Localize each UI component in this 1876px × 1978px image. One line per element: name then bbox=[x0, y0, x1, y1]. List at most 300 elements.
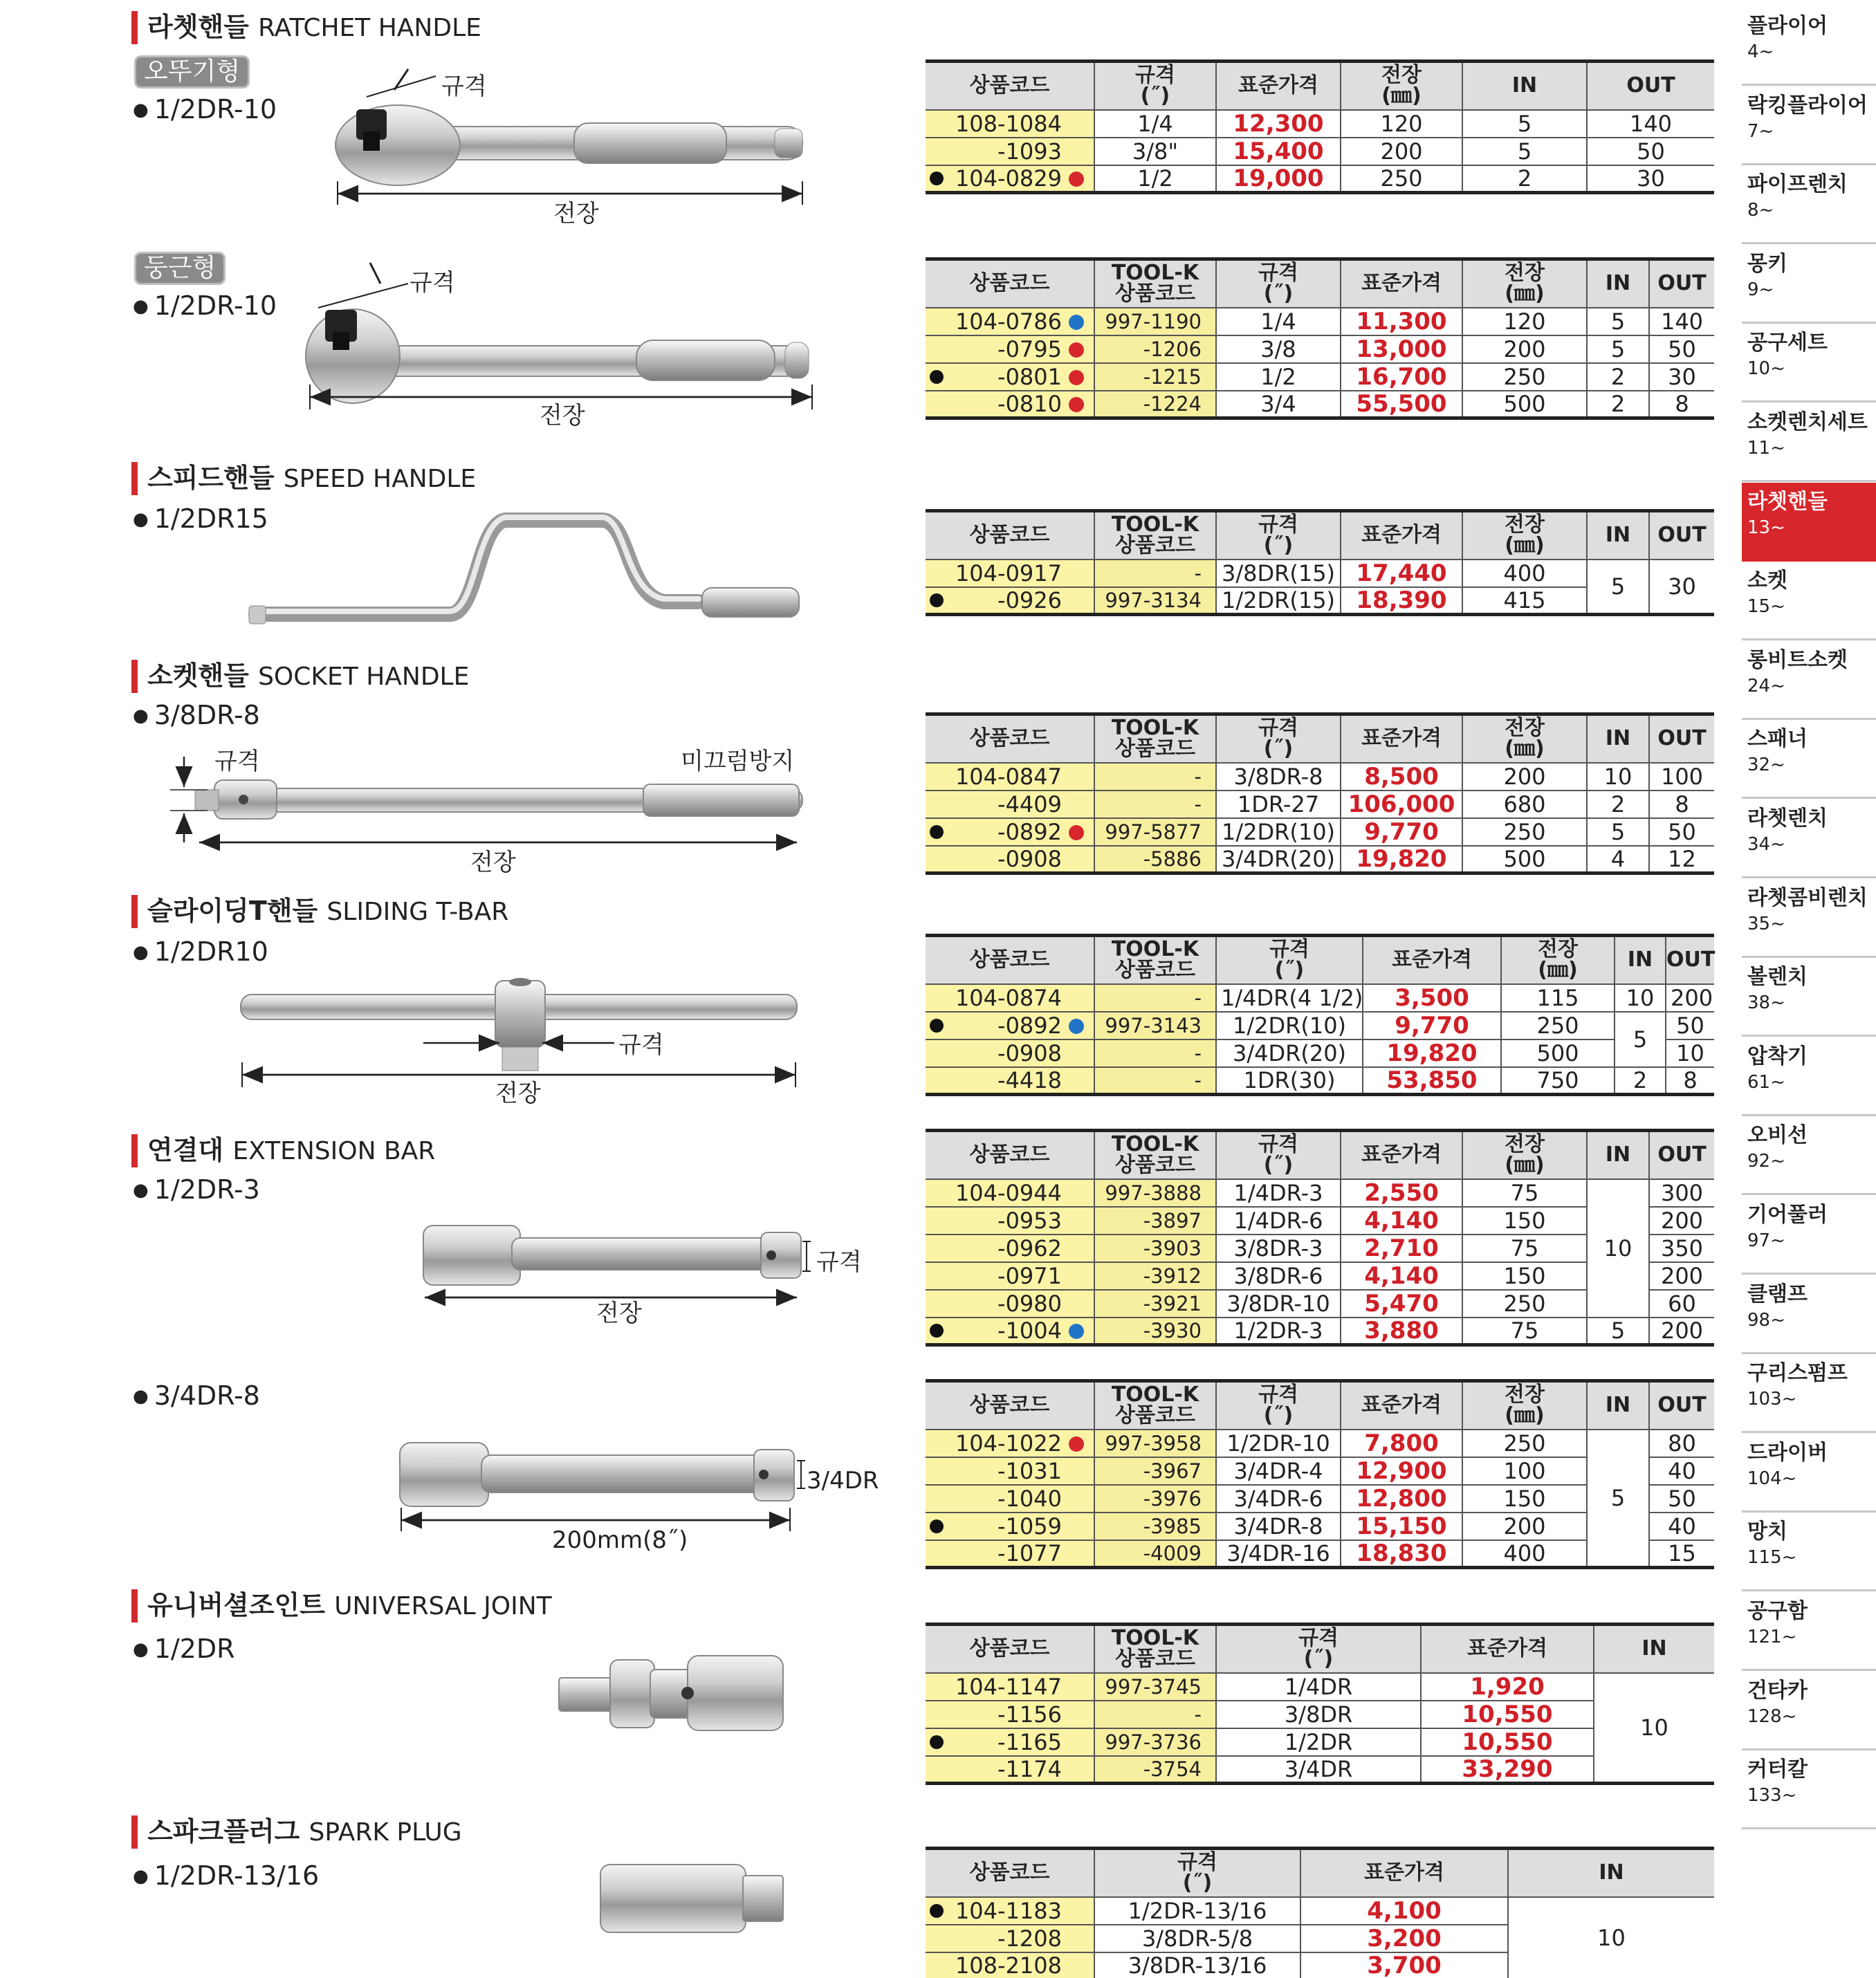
header-toolk-line1: TOOL-K bbox=[1111, 1383, 1199, 1407]
sidebar-category-name: 락킹플라이어 bbox=[1747, 93, 1868, 118]
sidebar-category-name: 구리스펌프 bbox=[1747, 1361, 1848, 1386]
product-code: -4418 bbox=[997, 1066, 1062, 1093]
header-size-line2: (˝) bbox=[1303, 1647, 1334, 1672]
cell-size: 3/4DR(20) bbox=[1216, 846, 1341, 874]
cell-size: 3/8DR-13/16 bbox=[1094, 1952, 1300, 1978]
cell-toolk-code: 997-3736 bbox=[1094, 1728, 1216, 1756]
cell-toolk-code: 997-5877 bbox=[1094, 818, 1216, 846]
tool-illustrations bbox=[0, 0, 920, 1978]
sidebar-category-page: 9~ bbox=[1747, 279, 1774, 300]
table-row bbox=[926, 165, 1714, 193]
spec-label: ● 1/2DR15 bbox=[133, 503, 268, 534]
size-label: 규격 bbox=[441, 73, 487, 100]
cell-price: 12,300 bbox=[1216, 110, 1341, 138]
table-row bbox=[926, 308, 1714, 335]
header-size bbox=[1216, 1381, 1341, 1430]
header-toolk-line1: TOOL-K bbox=[1111, 512, 1199, 537]
header-code: 상품코드 bbox=[926, 259, 1094, 308]
sidebar-category-name: 라쳇핸들 bbox=[1747, 489, 1828, 514]
sidebar-category-item[interactable] bbox=[1742, 1750, 1876, 1829]
cell-size: 3/8" bbox=[1094, 138, 1216, 165]
sidebar-category-page: 13~ bbox=[1747, 517, 1785, 538]
cell-price: 19,820 bbox=[1363, 1039, 1501, 1067]
product-code: -0953 bbox=[997, 1207, 1062, 1234]
header-out: OUT bbox=[1649, 1381, 1714, 1430]
table-row bbox=[926, 1897, 1714, 1925]
cell-out: 140 bbox=[1649, 308, 1714, 335]
product-table-extension-bar-large bbox=[926, 1379, 1714, 1569]
sidebar-category-page: 92~ bbox=[1747, 1151, 1785, 1172]
table-row bbox=[926, 791, 1714, 818]
sidebar-category-page: 15~ bbox=[1747, 596, 1785, 618]
cell-price: 4,140 bbox=[1341, 1262, 1462, 1290]
header-toolk bbox=[1094, 511, 1216, 560]
product-code: 104-0847 bbox=[955, 763, 1062, 790]
sidebar-category-name: 라쳇렌치 bbox=[1747, 806, 1828, 831]
cell-toolk-code: -1206 bbox=[1094, 335, 1216, 363]
cell-toolk-code: 997-3745 bbox=[1094, 1673, 1216, 1701]
cell-toolk-code: -3897 bbox=[1094, 1207, 1216, 1235]
sidebar-category-item[interactable] bbox=[1742, 720, 1876, 799]
cell-code bbox=[926, 165, 1094, 193]
cell-code bbox=[926, 1540, 1094, 1568]
header-size-line1: 규격 bbox=[1258, 1383, 1298, 1407]
socket-handle-image bbox=[195, 780, 802, 819]
cell-size: 3/4 bbox=[1216, 391, 1341, 418]
cell-size: 1/2DR bbox=[1216, 1728, 1421, 1756]
sidebar-category-item[interactable] bbox=[1742, 1116, 1876, 1195]
cell-in: 5 bbox=[1462, 110, 1587, 138]
sidebar-category-item[interactable] bbox=[1742, 1672, 1876, 1750]
sidebar-category-item[interactable] bbox=[1742, 1196, 1876, 1275]
sidebar-category-item[interactable] bbox=[1742, 562, 1876, 640]
sidebar-category-page: 10~ bbox=[1747, 358, 1785, 380]
cell-price: 9,770 bbox=[1363, 1012, 1501, 1039]
header-price: 표준가격 bbox=[1300, 1849, 1508, 1897]
cell-code bbox=[926, 791, 1094, 818]
table-row bbox=[926, 818, 1714, 846]
sidebar-category-item[interactable] bbox=[1742, 165, 1876, 244]
cell-len: 200 bbox=[1462, 1513, 1587, 1540]
cell-len: 250 bbox=[1462, 818, 1587, 846]
sidebar-category-name: 볼렌치 bbox=[1747, 965, 1808, 990]
product-code: 104-0786 bbox=[955, 308, 1062, 335]
header-length-line1: 전장 bbox=[1505, 1132, 1545, 1157]
cell-price: 2,710 bbox=[1341, 1235, 1462, 1262]
sidebar-category-item[interactable] bbox=[1742, 1037, 1876, 1116]
cell-code bbox=[926, 1262, 1094, 1290]
header-size bbox=[1216, 936, 1363, 984]
speed-handle-image bbox=[249, 517, 799, 624]
cell-len: 200 bbox=[1341, 138, 1462, 165]
header-size-line1: 규격 bbox=[1135, 63, 1175, 88]
cell-len: 120 bbox=[1462, 308, 1587, 335]
header-price: 표준가격 bbox=[1216, 62, 1341, 110]
sidebar-category-item[interactable] bbox=[1742, 1513, 1876, 1591]
section-title-en: RATCHET HANDLE bbox=[258, 14, 481, 42]
cell-code bbox=[926, 1701, 1094, 1728]
sidebar-category-page: 98~ bbox=[1747, 1309, 1785, 1331]
recommended-bullet-icon bbox=[930, 1904, 944, 1918]
cell-out: 300 bbox=[1649, 1179, 1714, 1207]
header-length-line2: (㎜) bbox=[1505, 533, 1545, 558]
sidebar-category-page: 35~ bbox=[1747, 913, 1785, 934]
cell-len: 75 bbox=[1462, 1235, 1587, 1262]
header-length bbox=[1462, 1131, 1587, 1179]
header-price: 표준가격 bbox=[1341, 1381, 1462, 1430]
cell-len: 400 bbox=[1462, 560, 1587, 587]
sliding-tbar-image bbox=[241, 978, 797, 1071]
header-in: IN bbox=[1594, 1625, 1714, 1673]
header-size-line2: (˝) bbox=[1263, 1153, 1294, 1178]
cell-out: 50 bbox=[1649, 818, 1714, 846]
product-code: -0908 bbox=[997, 1039, 1062, 1066]
cell-out: 200 bbox=[1666, 984, 1714, 1012]
header-code: 상품코드 bbox=[926, 1625, 1094, 1673]
header-code: 상품코드 bbox=[926, 1131, 1094, 1179]
cell-toolk-code: -1215 bbox=[1094, 363, 1216, 391]
extension-bar-image bbox=[423, 1226, 801, 1285]
header-price: 표준가격 bbox=[1341, 259, 1462, 308]
product-table-ratchet-round bbox=[926, 257, 1714, 420]
header-code: 상품코드 bbox=[926, 714, 1094, 763]
sidebar-category-item[interactable] bbox=[1742, 1434, 1876, 1513]
section-title-ko: 라쳇핸들 bbox=[147, 12, 249, 42]
header-toolk-line2: 상품코드 bbox=[1115, 958, 1195, 983]
recommended-bullet-icon bbox=[930, 172, 944, 185]
header-size-line1: 규격 bbox=[1258, 512, 1298, 537]
cell-code bbox=[926, 1673, 1094, 1701]
product-code: 108-1084 bbox=[955, 110, 1062, 137]
sidebar-category-item[interactable] bbox=[1742, 1275, 1876, 1354]
cell-len: 500 bbox=[1462, 391, 1587, 418]
blue-dot-icon bbox=[1069, 315, 1084, 330]
sidebar-category-name: 건타카 bbox=[1747, 1678, 1808, 1703]
header-length bbox=[1462, 714, 1587, 763]
section-title-ko: 연결대 bbox=[147, 1135, 224, 1165]
size-label: 규격 bbox=[618, 1031, 664, 1059]
header-toolk bbox=[1094, 259, 1216, 308]
recommended-bullet-icon bbox=[930, 593, 944, 607]
cell-toolk-code: - bbox=[1094, 984, 1216, 1012]
table-row bbox=[926, 138, 1714, 165]
sidebar-category-page: 104~ bbox=[1747, 1468, 1797, 1489]
cell-toolk-code: -3985 bbox=[1094, 1513, 1216, 1540]
table-row bbox=[926, 1012, 1714, 1039]
cell-code bbox=[926, 1207, 1094, 1235]
spec-label: ● 3/8DR-8 bbox=[133, 700, 260, 730]
header-size-line2: (˝) bbox=[1263, 1403, 1294, 1428]
extension-bar-large-image bbox=[400, 1443, 794, 1506]
cell-out: 8 bbox=[1649, 391, 1714, 418]
cell-len: 200 bbox=[1462, 763, 1587, 791]
recommended-bullet-icon bbox=[930, 1735, 944, 1749]
red-dot-icon bbox=[1069, 397, 1084, 412]
cell-price: 33,290 bbox=[1421, 1756, 1594, 1784]
sidebar-category-item[interactable] bbox=[1742, 483, 1876, 562]
header-size bbox=[1216, 511, 1341, 560]
sidebar-category-name: 스패너 bbox=[1747, 727, 1808, 752]
header-size-line2: (˝) bbox=[1263, 533, 1294, 558]
sidebar-category-name: 플라이어 bbox=[1747, 14, 1828, 38]
sidebar-category-name: 클램프 bbox=[1747, 1282, 1808, 1306]
cell-price: 9,770 bbox=[1341, 818, 1462, 846]
cell-code bbox=[926, 1952, 1094, 1978]
header-out: OUT bbox=[1649, 259, 1714, 308]
type-badge-oval: 오뚜기형 bbox=[134, 55, 250, 89]
sidebar-category-name: 롱비트소켓 bbox=[1747, 647, 1848, 672]
table-header-row bbox=[926, 511, 1714, 560]
cell-size: 1/2 bbox=[1216, 363, 1341, 391]
cell-toolk-code: -1224 bbox=[1094, 391, 1216, 418]
product-table-ratchet-oval bbox=[926, 59, 1714, 194]
header-length-line1: 전장 bbox=[1538, 937, 1578, 962]
section-title-ko: 스피드핸들 bbox=[147, 463, 275, 493]
cell-out: 40 bbox=[1649, 1513, 1714, 1540]
cell-in: 5 bbox=[1587, 1430, 1649, 1568]
size-label: 규격 bbox=[214, 748, 260, 775]
sidebar-category-item[interactable] bbox=[1742, 1354, 1876, 1433]
cell-in: 2 bbox=[1462, 165, 1587, 193]
sidebar-category-page: 121~ bbox=[1747, 1627, 1797, 1647]
header-toolk bbox=[1094, 1625, 1216, 1673]
cell-code bbox=[926, 1039, 1094, 1067]
sidebar-category-item[interactable] bbox=[1742, 324, 1876, 403]
sidebar-category-name: 오비선 bbox=[1747, 1123, 1808, 1148]
cell-size: 1/2DR-10 bbox=[1216, 1430, 1341, 1457]
cell-size: 1DR(30) bbox=[1216, 1067, 1363, 1095]
product-table-sliding-tbar bbox=[926, 934, 1714, 1096]
sidebar-category-name: 몽키 bbox=[1747, 251, 1787, 276]
header-length bbox=[1462, 511, 1587, 560]
red-dot-icon bbox=[1069, 172, 1084, 187]
header-in: IN bbox=[1587, 259, 1649, 308]
header-price: 표준가격 bbox=[1341, 1131, 1462, 1179]
cell-toolk-code: -3967 bbox=[1094, 1457, 1216, 1485]
cell-out: 50 bbox=[1649, 1485, 1714, 1513]
cell-price: 18,830 bbox=[1341, 1540, 1462, 1568]
cell-size: 3/8DR-10 bbox=[1216, 1290, 1341, 1318]
cell-in: 5 bbox=[1615, 1012, 1666, 1067]
cell-code bbox=[926, 1290, 1094, 1318]
cell-code bbox=[926, 308, 1094, 335]
cell-toolk-code: 997-3958 bbox=[1094, 1430, 1216, 1457]
section-title-en: SPARK PLUG bbox=[309, 1818, 462, 1847]
sidebar-category-page: 133~ bbox=[1747, 1785, 1797, 1806]
cell-len: 100 bbox=[1462, 1457, 1587, 1485]
header-price: 표준가격 bbox=[1363, 936, 1501, 984]
cell-code bbox=[926, 1067, 1094, 1095]
product-code: -1156 bbox=[997, 1701, 1062, 1728]
table-header-row bbox=[926, 259, 1714, 308]
cell-price: 3,700 bbox=[1300, 1952, 1508, 1978]
header-size-line2: (˝) bbox=[1263, 281, 1294, 306]
sidebar-category-item[interactable] bbox=[1742, 403, 1876, 482]
cell-size: 1/2DR(15) bbox=[1216, 587, 1341, 615]
header-price: 표준가격 bbox=[1421, 1625, 1594, 1673]
cell-code bbox=[926, 1513, 1094, 1540]
cell-size: 3/4DR(20) bbox=[1216, 1039, 1363, 1067]
header-in: IN bbox=[1615, 936, 1666, 984]
product-code: 104-1183 bbox=[955, 1897, 1062, 1924]
sidebar-category-name: 커터칼 bbox=[1747, 1757, 1808, 1782]
cell-in: 4 bbox=[1587, 846, 1649, 874]
cell-size: 1/4 bbox=[1216, 308, 1341, 335]
header-size bbox=[1094, 62, 1216, 110]
recommended-bullet-icon bbox=[930, 1519, 944, 1533]
type-badge-round: 둥근형 bbox=[134, 252, 226, 285]
table-row bbox=[926, 763, 1714, 791]
cell-in: 10 bbox=[1587, 763, 1649, 791]
header-length-line2: (㎜) bbox=[1381, 84, 1422, 109]
red-dot-icon bbox=[1069, 1436, 1084, 1452]
sidebar-category-item[interactable] bbox=[1742, 245, 1876, 324]
header-length bbox=[1462, 1381, 1587, 1430]
header-length-line1: 전장 bbox=[1505, 1383, 1545, 1407]
spec-label: ● 1/2DR-13/16 bbox=[133, 1860, 319, 1891]
cell-out: 200 bbox=[1649, 1207, 1714, 1235]
header-length-line1: 전장 bbox=[1381, 63, 1422, 88]
header-length bbox=[1501, 936, 1615, 984]
cell-price: 3,200 bbox=[1300, 1925, 1508, 1952]
red-dot-icon bbox=[1069, 825, 1084, 840]
product-table-spark-plug bbox=[926, 1847, 1714, 1978]
cell-out: 350 bbox=[1649, 1235, 1714, 1262]
recommended-bullet-icon bbox=[930, 370, 944, 384]
cell-out: 50 bbox=[1587, 138, 1714, 165]
sidebar-category-item[interactable] bbox=[1742, 7, 1876, 86]
cell-toolk-code: - bbox=[1094, 1701, 1216, 1728]
header-toolk-line2: 상품코드 bbox=[1115, 1403, 1195, 1428]
sidebar-category-item[interactable] bbox=[1742, 879, 1876, 958]
sidebar-category-item[interactable] bbox=[1742, 86, 1876, 165]
spec-label: ● 1/2DR10 bbox=[133, 936, 268, 967]
product-code: -0810 bbox=[997, 390, 1062, 417]
header-out: OUT bbox=[1649, 1131, 1714, 1179]
product-code: -0980 bbox=[997, 1290, 1062, 1317]
product-code: 104-0829 bbox=[955, 165, 1062, 192]
cell-len: 500 bbox=[1462, 846, 1587, 874]
product-table-extension-bar bbox=[926, 1129, 1714, 1347]
sidebar-category-name: 소켓 bbox=[1747, 569, 1787, 593]
cell-toolk-code: -4009 bbox=[1094, 1540, 1216, 1568]
cell-len: 150 bbox=[1462, 1485, 1587, 1513]
header-price: 표준가격 bbox=[1341, 511, 1462, 560]
product-code: -0926 bbox=[997, 586, 1062, 613]
cell-size: 1/4DR(4 1/2) bbox=[1216, 984, 1363, 1012]
table-row bbox=[926, 1430, 1714, 1457]
cell-out: 12 bbox=[1649, 846, 1714, 874]
table-row bbox=[926, 1318, 1714, 1345]
product-code: 104-0917 bbox=[955, 560, 1062, 586]
ratchet-round-image bbox=[306, 309, 809, 403]
cell-len: 115 bbox=[1501, 984, 1615, 1012]
cell-price: 1,920 bbox=[1421, 1673, 1594, 1701]
anti-slip-label: 미끄럼방지 bbox=[681, 748, 795, 775]
header-toolk-line2: 상품코드 bbox=[1115, 1647, 1195, 1672]
header-toolk bbox=[1094, 714, 1216, 763]
cell-toolk-code: - bbox=[1094, 791, 1216, 818]
table-row bbox=[926, 1067, 1714, 1095]
cell-in: 10 bbox=[1615, 984, 1666, 1012]
header-out: OUT bbox=[1666, 936, 1714, 984]
cell-price: 4,100 bbox=[1300, 1897, 1508, 1925]
header-length bbox=[1462, 259, 1587, 308]
product-code: -0801 bbox=[997, 363, 1062, 390]
header-toolk-line2: 상품코드 bbox=[1115, 1153, 1195, 1178]
cell-price: 10,550 bbox=[1421, 1728, 1594, 1756]
cell-out: 15 bbox=[1649, 1540, 1714, 1568]
sidebar-category-item[interactable] bbox=[1742, 958, 1876, 1037]
cell-size: 3/4DR-8 bbox=[1216, 1513, 1341, 1540]
sidebar-category-item[interactable] bbox=[1742, 799, 1876, 878]
product-code: -1093 bbox=[997, 138, 1062, 165]
cell-size: 3/8DR bbox=[1216, 1701, 1421, 1728]
header-price: 표준가격 bbox=[1341, 714, 1462, 763]
section-title-en: EXTENSION BAR bbox=[232, 1137, 436, 1165]
header-length-line2: (㎜) bbox=[1538, 958, 1578, 983]
cell-out: 8 bbox=[1649, 791, 1714, 818]
sidebar-category-page: 4~ bbox=[1747, 41, 1774, 62]
dimension-200mm-label: 200mm(8˝) bbox=[552, 1526, 688, 1554]
sidebar-category-item[interactable] bbox=[1742, 641, 1876, 720]
cell-price: 5,470 bbox=[1341, 1290, 1462, 1318]
header-toolk-line1: TOOL-K bbox=[1111, 1132, 1199, 1157]
spec-label: ● 1/2DR-3 bbox=[133, 1174, 260, 1205]
sidebar-category-page: 7~ bbox=[1747, 120, 1774, 142]
header-out: OUT bbox=[1587, 62, 1714, 110]
header-toolk-line1: TOOL-K bbox=[1111, 716, 1199, 741]
sidebar-category-name: 망치 bbox=[1747, 1519, 1787, 1544]
product-code: -1174 bbox=[997, 1755, 1062, 1782]
product-code: 104-1022 bbox=[955, 1430, 1062, 1457]
cell-size: 1/2DR-3 bbox=[1216, 1318, 1341, 1345]
product-code: -0962 bbox=[997, 1235, 1062, 1261]
cell-code bbox=[926, 1756, 1094, 1784]
cell-size: 3/8 bbox=[1216, 335, 1341, 363]
header-size bbox=[1216, 1625, 1421, 1673]
cell-size: 1/4DR-3 bbox=[1216, 1179, 1341, 1207]
product-code: -4409 bbox=[997, 791, 1062, 817]
table-row bbox=[926, 110, 1714, 138]
size-label: 규격 bbox=[410, 269, 455, 297]
sidebar-category-item[interactable] bbox=[1742, 1592, 1876, 1671]
header-toolk bbox=[1094, 1131, 1216, 1179]
header-length-line1: 전장 bbox=[1505, 512, 1545, 537]
cell-len: 750 bbox=[1501, 1067, 1615, 1095]
product-table-universal-joint bbox=[926, 1623, 1714, 1785]
sidebar-category-name: 라쳇콤비렌치 bbox=[1747, 885, 1868, 910]
cell-code bbox=[926, 560, 1094, 587]
cell-out: 30 bbox=[1587, 165, 1714, 193]
table-row bbox=[926, 1039, 1714, 1067]
cell-size: 3/8DR(15) bbox=[1216, 560, 1341, 587]
cell-size: 3/8DR-5/8 bbox=[1094, 1925, 1300, 1952]
cell-size: 1/2DR(10) bbox=[1216, 1012, 1363, 1039]
header-toolk-line1: TOOL-K bbox=[1111, 1626, 1199, 1651]
product-code: -1031 bbox=[997, 1457, 1062, 1484]
product-code: -0908 bbox=[997, 845, 1062, 872]
cell-size: 1/2DR(10) bbox=[1216, 818, 1341, 846]
header-size bbox=[1216, 259, 1341, 308]
cell-in: 2 bbox=[1587, 363, 1649, 391]
cell-code bbox=[926, 363, 1094, 391]
cell-out: 30 bbox=[1649, 560, 1714, 615]
sidebar-category-name: 소켓렌치세트 bbox=[1747, 410, 1868, 434]
header-length-line2: (㎜) bbox=[1505, 1153, 1545, 1178]
cell-price: 106,000 bbox=[1341, 791, 1462, 818]
length-label: 전장 bbox=[553, 200, 599, 228]
